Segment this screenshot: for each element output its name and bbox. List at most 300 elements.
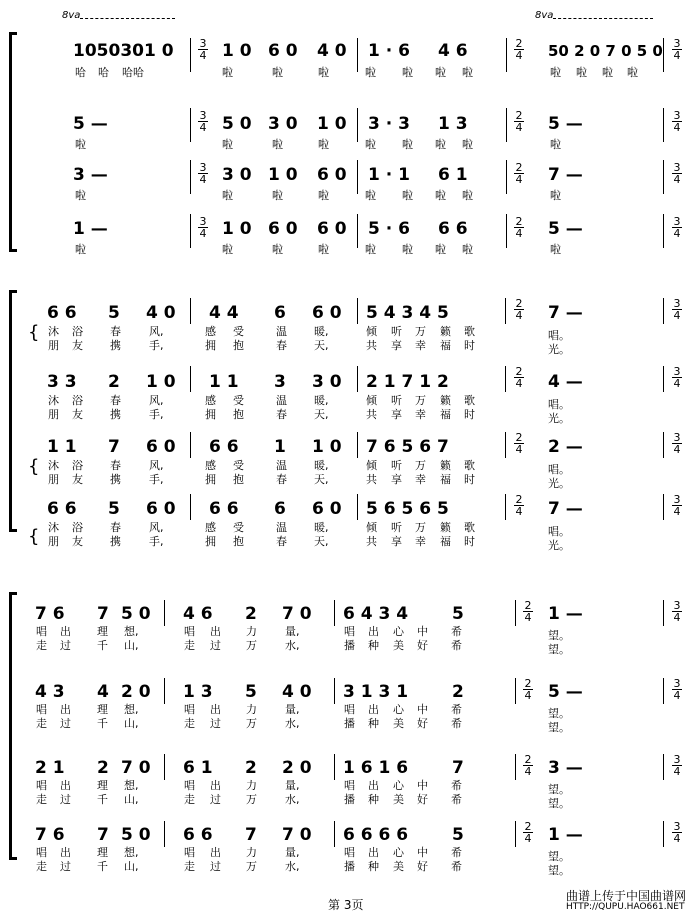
lyric: 出: [210, 625, 221, 638]
lyric: 过: [210, 639, 221, 652]
lyric: 唱。: [548, 525, 570, 538]
lyric: 啦: [627, 66, 638, 79]
lyric: 倾: [366, 459, 377, 472]
lyric: 万: [415, 394, 426, 407]
lyric: 望。: [548, 783, 570, 796]
lyric: 水,: [285, 639, 300, 652]
barline: [515, 600, 516, 626]
note-group: 6 0: [312, 499, 342, 519]
lyric: 感: [205, 394, 216, 407]
lyric: 啦: [272, 189, 283, 202]
lyric: 啦: [435, 243, 446, 256]
lyric: 啦: [402, 66, 413, 79]
lyric: 啦: [365, 66, 376, 79]
lyric: 理: [97, 779, 108, 792]
note-group: 1 1: [209, 372, 239, 392]
barline: [515, 821, 516, 847]
lyric: 哈: [75, 66, 86, 79]
lyric: 出: [368, 846, 379, 859]
lyric-brace: {: [28, 322, 40, 343]
lyric: 啦: [402, 189, 413, 202]
note-group: 4 0: [282, 682, 312, 702]
lyric: 走: [184, 639, 195, 652]
lyric: 啦: [602, 66, 613, 79]
lyric: 听: [391, 459, 402, 472]
lyric: 种: [368, 793, 379, 806]
lyric: 望。: [548, 707, 570, 720]
lyric: 光。: [548, 343, 570, 356]
lyric: 走: [184, 793, 195, 806]
lyric: 手,: [149, 535, 164, 548]
lyric: 春: [276, 408, 287, 421]
lyric: 望。: [548, 643, 570, 656]
lyric: 力: [246, 625, 257, 638]
lyric: 暖,: [314, 459, 329, 472]
lyric: 想,: [124, 779, 139, 792]
time-signature: 2 4: [524, 753, 532, 778]
lyric: 量,: [285, 846, 300, 859]
note-group: 5: [452, 825, 464, 845]
lyric: 过: [210, 860, 221, 873]
note-group: 1 —: [548, 604, 583, 624]
lyric: 朋: [48, 473, 59, 486]
lyric: 唱: [36, 703, 47, 716]
lyric: 啦: [272, 66, 283, 79]
lyric: 光。: [548, 539, 570, 552]
lyric: 千: [97, 639, 108, 652]
lyric: 哈哈: [122, 66, 144, 79]
time-signature: 3 4: [199, 37, 207, 62]
lyric: 朋: [48, 408, 59, 421]
barline: [663, 754, 664, 780]
note-group: 2: [108, 372, 120, 392]
lyric: 唱: [36, 779, 47, 792]
note-group: 3 1 3 1: [343, 682, 409, 702]
lyric: 携: [110, 339, 121, 352]
note-group: 1: [274, 437, 286, 457]
lyric: 好: [417, 717, 428, 730]
lyric: 啦: [550, 66, 561, 79]
lyric: 水,: [285, 793, 300, 806]
lyric: 唱: [36, 625, 47, 638]
lyric: 出: [368, 703, 379, 716]
lyric: 时: [464, 535, 475, 548]
lyric: 携: [110, 473, 121, 486]
lyric: 希: [451, 625, 462, 638]
note-group: 50 2 0 7 0 5 0: [548, 42, 663, 60]
note-group: 6 0: [312, 303, 342, 323]
lyric: 受: [233, 394, 244, 407]
lyric: 浴: [72, 521, 83, 534]
lyric: 唱: [36, 846, 47, 859]
lyric: 手,: [149, 339, 164, 352]
lyric: 沐: [48, 325, 59, 338]
time-signature: 2 4: [515, 161, 523, 186]
note-group: 7 —: [548, 499, 583, 519]
lyric: 唱: [184, 625, 195, 638]
note-group: 6: [274, 303, 286, 323]
lyric: 享: [391, 473, 402, 486]
time-signature: 3 4: [673, 297, 681, 322]
lyric: 啦: [365, 138, 376, 151]
lyric-brace: {: [28, 456, 40, 477]
lyric: 啦: [462, 138, 473, 151]
note-group: 7 0: [282, 825, 312, 845]
lyric: 出: [210, 846, 221, 859]
time-signature: 3 4: [199, 161, 207, 186]
lyric: 手,: [149, 408, 164, 421]
lyric: 抱: [233, 408, 244, 421]
lyric: 享: [391, 339, 402, 352]
time-signature: 3 4: [673, 365, 681, 390]
lyric: 福: [440, 473, 451, 486]
lyric: 量,: [285, 625, 300, 638]
lyric: 啦: [550, 243, 561, 256]
note-group: 6 0: [317, 165, 347, 185]
note-group: 5 0: [121, 825, 151, 845]
lyric: 万: [246, 793, 257, 806]
lyric: 种: [368, 717, 379, 730]
lyric: 唱: [344, 779, 355, 792]
lyric: 理: [97, 625, 108, 638]
barline: [334, 600, 335, 626]
lyric: 啦: [435, 66, 446, 79]
lyric-brace: {: [28, 526, 40, 547]
lyric: 福: [440, 408, 451, 421]
lyric: 拥: [205, 408, 216, 421]
note-group: 7: [97, 604, 109, 624]
lyric: 望。: [548, 721, 570, 734]
note-group: 2 0: [121, 682, 151, 702]
lyric: 走: [184, 717, 195, 730]
note-group: 1 —: [73, 219, 108, 239]
lyric: 感: [205, 459, 216, 472]
lyric: 千: [97, 717, 108, 730]
note-group: 1050301 0: [73, 41, 174, 61]
lyric: 暖,: [314, 325, 329, 338]
lyric: 啦: [365, 189, 376, 202]
note-group: 1 3: [183, 682, 213, 702]
lyric: 啦: [462, 66, 473, 79]
note-group: 5 0: [222, 114, 252, 134]
lyric: 风,: [149, 325, 164, 338]
lyric: 春: [276, 339, 287, 352]
lyric: 暖,: [314, 521, 329, 534]
lyric: 友: [72, 473, 83, 486]
time-signature: 3 4: [673, 431, 681, 456]
lyric: 希: [451, 639, 462, 652]
lyric: 春: [110, 394, 121, 407]
lyric: 啦: [550, 189, 561, 202]
note-group: 6 0: [317, 219, 347, 239]
note-group: 1 3: [438, 114, 468, 134]
lyric: 种: [368, 639, 379, 652]
lyric: 唱: [184, 846, 195, 859]
lyric: 啦: [402, 243, 413, 256]
lyric: 共: [366, 339, 377, 352]
lyric: 啦: [75, 138, 86, 151]
lyric: 啦: [318, 189, 329, 202]
lyric: 啦: [222, 243, 233, 256]
note-group: 1 · 6: [368, 41, 410, 61]
note-group: 7 6: [35, 825, 65, 845]
lyric: 走: [36, 860, 47, 873]
note-group: 7 0: [282, 604, 312, 624]
lyric: 希: [451, 793, 462, 806]
note-group: 7 —: [548, 165, 583, 185]
note-group: 2 1: [35, 758, 65, 778]
lyric: 山,: [124, 860, 139, 873]
lyric: 心: [393, 779, 404, 792]
lyric: 籁: [440, 394, 451, 407]
time-signature: 3 4: [673, 820, 681, 845]
note-group: 6 4 3 4: [343, 604, 409, 624]
lyric: 沐: [48, 521, 59, 534]
note-group: 5 —: [548, 682, 583, 702]
lyric: 感: [205, 521, 216, 534]
note-group: 7: [452, 758, 464, 778]
lyric: 唱: [344, 703, 355, 716]
lyric: 山,: [124, 717, 139, 730]
note-group: 1 0: [222, 41, 252, 61]
lyric: 啦: [462, 243, 473, 256]
time-signature: 3 4: [673, 109, 681, 134]
lyric: 力: [246, 779, 257, 792]
barline: [515, 754, 516, 780]
lyric: 啦: [75, 189, 86, 202]
lyric: 理: [97, 703, 108, 716]
octava-mark-right: 8va: [535, 10, 554, 21]
lyric: 万: [415, 459, 426, 472]
note-group: 4 4: [209, 303, 239, 323]
lyric: 抱: [233, 339, 244, 352]
lyric: 播: [344, 717, 355, 730]
lyric: 量,: [285, 703, 300, 716]
lyric: 想,: [124, 625, 139, 638]
note-group: 6 6: [183, 825, 213, 845]
lyric: 歌: [464, 521, 475, 534]
lyric: 唱: [184, 703, 195, 716]
lyric: 想,: [124, 703, 139, 716]
lyric: 时: [464, 408, 475, 421]
time-signature: 2 4: [515, 215, 523, 240]
lyric: 啦: [222, 66, 233, 79]
note-group: 7 0: [121, 758, 151, 778]
time-signature: 2 4: [524, 677, 532, 702]
lyric: 浴: [72, 459, 83, 472]
lyric: 共: [366, 473, 377, 486]
site-url: HTTP://QUPU.HAO661.NET: [566, 902, 685, 912]
lyric: 福: [440, 535, 451, 548]
barline: [515, 678, 516, 704]
time-signature: 3 4: [673, 37, 681, 62]
note-group: 2: [245, 604, 257, 624]
lyric: 友: [72, 408, 83, 421]
time-signature: 3 4: [673, 215, 681, 240]
lyric: 唱: [344, 846, 355, 859]
note-group: 6 0: [268, 41, 298, 61]
lyric: 万: [246, 639, 257, 652]
time-signature: 2 4: [524, 599, 532, 624]
note-group: 5 6 5 6 5: [366, 499, 449, 519]
lyric: 望。: [548, 864, 570, 877]
lyric: 幸: [415, 535, 426, 548]
note-group: 7 —: [548, 303, 583, 323]
note-group: 5 —: [548, 114, 583, 134]
time-signature: 2 4: [515, 109, 523, 134]
lyric: 啦: [318, 243, 329, 256]
barline: [334, 678, 335, 704]
lyric: 希: [451, 717, 462, 730]
time-signature: 2 4: [515, 37, 523, 62]
octava-mark-left: 8va: [62, 10, 81, 21]
barline: [164, 754, 165, 780]
time-signature: 3 4: [199, 109, 207, 134]
time-signature: 3 4: [673, 677, 681, 702]
note-group: 3 3: [47, 372, 77, 392]
note-group: 1 0: [222, 219, 252, 239]
note-group: 6 6: [47, 303, 77, 323]
time-signature: 3 4: [199, 215, 207, 240]
lyric: 共: [366, 535, 377, 548]
time-signature: 2 4: [515, 365, 523, 390]
lyric: 水,: [285, 717, 300, 730]
lyric: 受: [233, 521, 244, 534]
note-group: 6 1: [438, 165, 468, 185]
lyric: 天,: [314, 339, 329, 352]
time-signature: 3 4: [673, 161, 681, 186]
note-group: 6 6: [209, 437, 239, 457]
note-group: 3 0: [222, 165, 252, 185]
note-group: 1 6 1 6: [343, 758, 409, 778]
lyric: 天,: [314, 473, 329, 486]
note-group: 7: [245, 825, 257, 845]
lyric: 拥: [205, 535, 216, 548]
lyric: 歌: [464, 459, 475, 472]
lyric: 春: [276, 535, 287, 548]
lyric: 享: [391, 535, 402, 548]
lyric: 唱。: [548, 463, 570, 476]
note-group: 6 1: [183, 758, 213, 778]
lyric: 手,: [149, 473, 164, 486]
lyric: 想,: [124, 846, 139, 859]
lyric: 暖,: [314, 394, 329, 407]
lyric: 种: [368, 860, 379, 873]
lyric: 万: [415, 521, 426, 534]
note-group: 1 0: [312, 437, 342, 457]
lyric: 出: [60, 779, 71, 792]
lyric: 中: [417, 703, 428, 716]
lyric: 时: [464, 339, 475, 352]
note-group: 2: [452, 682, 464, 702]
lyric: 心: [393, 625, 404, 638]
lyric: 希: [451, 703, 462, 716]
lyric: 抱: [233, 535, 244, 548]
lyric: 啦: [318, 138, 329, 151]
note-group: 5 4 3 4 5: [366, 303, 449, 323]
note-group: 4 0: [146, 303, 176, 323]
lyric: 风,: [149, 394, 164, 407]
time-signature: 2 4: [515, 297, 523, 322]
lyric: 友: [72, 339, 83, 352]
note-group: 6: [274, 499, 286, 519]
lyric: 拥: [205, 473, 216, 486]
lyric: 万: [246, 717, 257, 730]
lyric: 幸: [415, 408, 426, 421]
note-group: 6 6: [209, 499, 239, 519]
lyric: 唱。: [548, 329, 570, 342]
lyric: 唱: [344, 625, 355, 638]
lyric: 出: [368, 779, 379, 792]
time-signature: 2 4: [515, 493, 523, 518]
lyric: 倾: [366, 394, 377, 407]
lyric: 籁: [440, 325, 451, 338]
lyric: 听: [391, 521, 402, 534]
lyric: 播: [344, 639, 355, 652]
note-group: 1 —: [548, 825, 583, 845]
lyric: 朋: [48, 535, 59, 548]
lyric: 美: [393, 793, 404, 806]
lyric: 拥: [205, 339, 216, 352]
lyric: 温: [276, 394, 287, 407]
lyric: 光。: [548, 412, 570, 425]
note-group: 3: [274, 372, 286, 392]
lyric: 啦: [576, 66, 587, 79]
lyric: 万: [415, 325, 426, 338]
lyric: 啦: [222, 138, 233, 151]
note-group: 7: [97, 825, 109, 845]
lyric: 啦: [435, 189, 446, 202]
page-number: 第 3页: [328, 898, 364, 912]
lyric: 听: [391, 325, 402, 338]
lyric: 春: [110, 459, 121, 472]
site-credit: 曲谱上传于中国曲谱网: [566, 889, 687, 903]
lyric: 受: [233, 325, 244, 338]
lyric: 望。: [548, 797, 570, 810]
lyric: 倾: [366, 521, 377, 534]
lyric: 听: [391, 394, 402, 407]
lyric: 受: [233, 459, 244, 472]
lyric: 过: [60, 717, 71, 730]
note-group: 4 —: [548, 372, 583, 392]
note-group: 2 —: [548, 437, 583, 457]
note-group: 5: [452, 604, 464, 624]
lyric: 力: [246, 846, 257, 859]
lyric: 倾: [366, 325, 377, 338]
lyric: 籁: [440, 459, 451, 472]
time-signature: 3 4: [673, 753, 681, 778]
lyric: 出: [210, 779, 221, 792]
lyric: 美: [393, 639, 404, 652]
note-group: 3 0: [268, 114, 298, 134]
lyric: 心: [393, 703, 404, 716]
lyric: 山,: [124, 639, 139, 652]
time-signature: 2 4: [524, 820, 532, 845]
note-group: 3 0: [312, 372, 342, 392]
lyric: 歌: [464, 394, 475, 407]
note-group: 6 6: [438, 219, 468, 239]
lyric: 希: [451, 846, 462, 859]
lyric: 好: [417, 793, 428, 806]
lyric: 中: [417, 779, 428, 792]
lyric: 共: [366, 408, 377, 421]
lyric: 春: [110, 325, 121, 338]
lyric: 出: [210, 703, 221, 716]
note-group: 1 0: [146, 372, 176, 392]
note-group: 1 1: [47, 437, 77, 457]
note-group: 6 0: [146, 437, 176, 457]
lyric: 福: [440, 339, 451, 352]
